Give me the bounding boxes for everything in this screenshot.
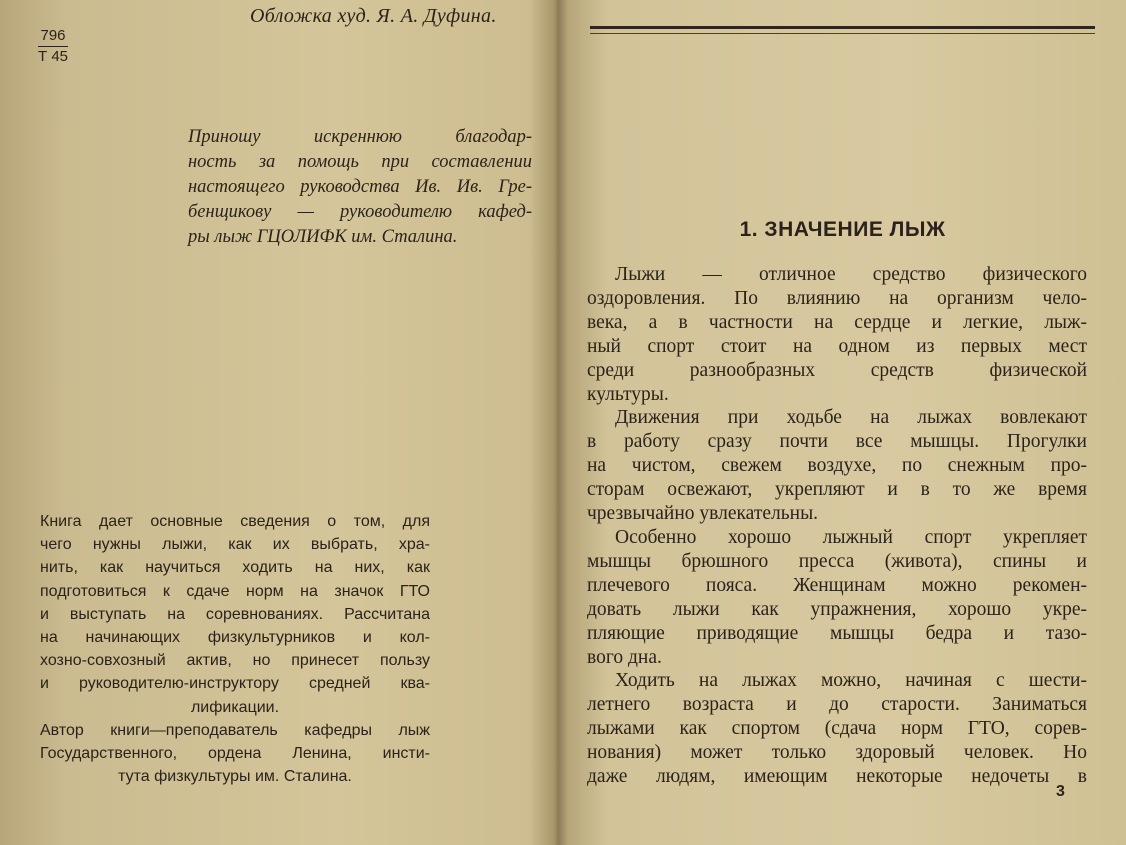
left-page [0,0,552,845]
annotation-line: Книга дает основные сведения о том, для [40,513,430,530]
author-mark: Т 45 [38,48,69,65]
body-line: пляющие приводящие мышцы бедра и тазо- [587,622,1087,644]
chapter-heading: 1. ЗНАЧЕНИЕ ЛЫЖ [739,218,946,241]
body-line: чрезвычайно увлекательны. [587,503,819,525]
body-line: в работу сразу почти все мышцы. Прогулки [587,431,1087,453]
body-line: плечевого пояса. Женщинам можно рекомен- [587,574,1087,596]
library-classification-code [38,26,68,67]
classification-number: 796 [38,26,68,47]
body-line: на чистом, свежем воздухе, по снежным про- [587,455,1087,477]
acknowledgement-line: ры лыж ГЦОЛИФК им. Сталина. [188,227,458,247]
right-page [560,0,1126,845]
body-line: века, а в частности на сердце и легкие, лыж- [587,311,1087,333]
body-line: сторам освежают, укрепляют и в то же время [587,479,1087,501]
annotation-line: и выступать на соревнованиях. Рассчитана [40,605,430,623]
body-line: Ходить на лыжах можно, начиная с шести- [615,670,1087,692]
body-line: ный спорт стоит на одном из первых мест [587,335,1087,357]
body-line: даже людям, имеющим некоторые недочеты в [587,766,1087,788]
cover-credit: Обложка худ. Я. А. Дуфина. [250,5,497,27]
annotation-line: и руководителю-инструктору средней ква- [40,675,430,693]
author-info-line: тута физкультуры им. Сталина. [118,768,352,786]
acknowledgement [188,125,532,250]
body-line: мышцы брюшного пресса (живота), спины и [587,550,1087,572]
acknowledgement-line: ность за помощь при составлении [188,152,532,172]
page-number: 3 [1056,783,1065,800]
author-info-line: Государственного, ордена Ленина, инсти- [40,745,430,763]
body-line: Особенно хорошо лыжный спорт укрепляет [615,526,1087,548]
annotation-line: лификации. [190,698,280,716]
annotation-line: на начинающих физкультурников и кол- [40,629,430,647]
body-line: вого дна. [587,646,662,668]
body-line: лыжами как спортом (сдача норм ГТО, сорев- [587,718,1087,740]
body-line: культуры. [587,383,669,405]
body-line: нования) может только здоровый человек. Но [587,742,1087,764]
annotation-line: чего нужны лыжи, как их выбрать, хра- [40,536,430,554]
book-annotation [40,510,430,788]
body-line: среди разнообразных средств физической [587,359,1087,381]
top-rule-thin [590,33,1095,34]
annotation-line: подготовиться к сдаче норм на значок ГТО [40,582,430,600]
body-line: оздоровления. По влиянию на организм чело- [587,287,1087,309]
annotation-line: нить, как научиться ходить на них, как [40,559,430,577]
body-line: довать лыжи как упражнения, хорошо укре- [587,598,1087,620]
acknowledgement-line: бенщикову — руководителю кафед- [188,202,532,222]
acknowledgement-line: настоящего руководства Ив. Ив. Гре- [188,177,532,197]
body-line: Лыжи — отличное средство физического [615,264,1087,285]
chapter-body [587,263,1087,789]
annotation-line: хозно-совхозный актив, но принесет пользу [40,652,430,670]
author-info-line: Автор книги—преподаватель кафедры лыж [40,721,430,739]
acknowledgement-line: Приношу искреннюю благодар- [188,127,532,147]
top-rule [590,26,1095,29]
body-line: летнего возраста и до старости. Заниматься [587,694,1087,716]
body-line: Движения при ходьбе на лыжах вовлекают [615,407,1087,429]
